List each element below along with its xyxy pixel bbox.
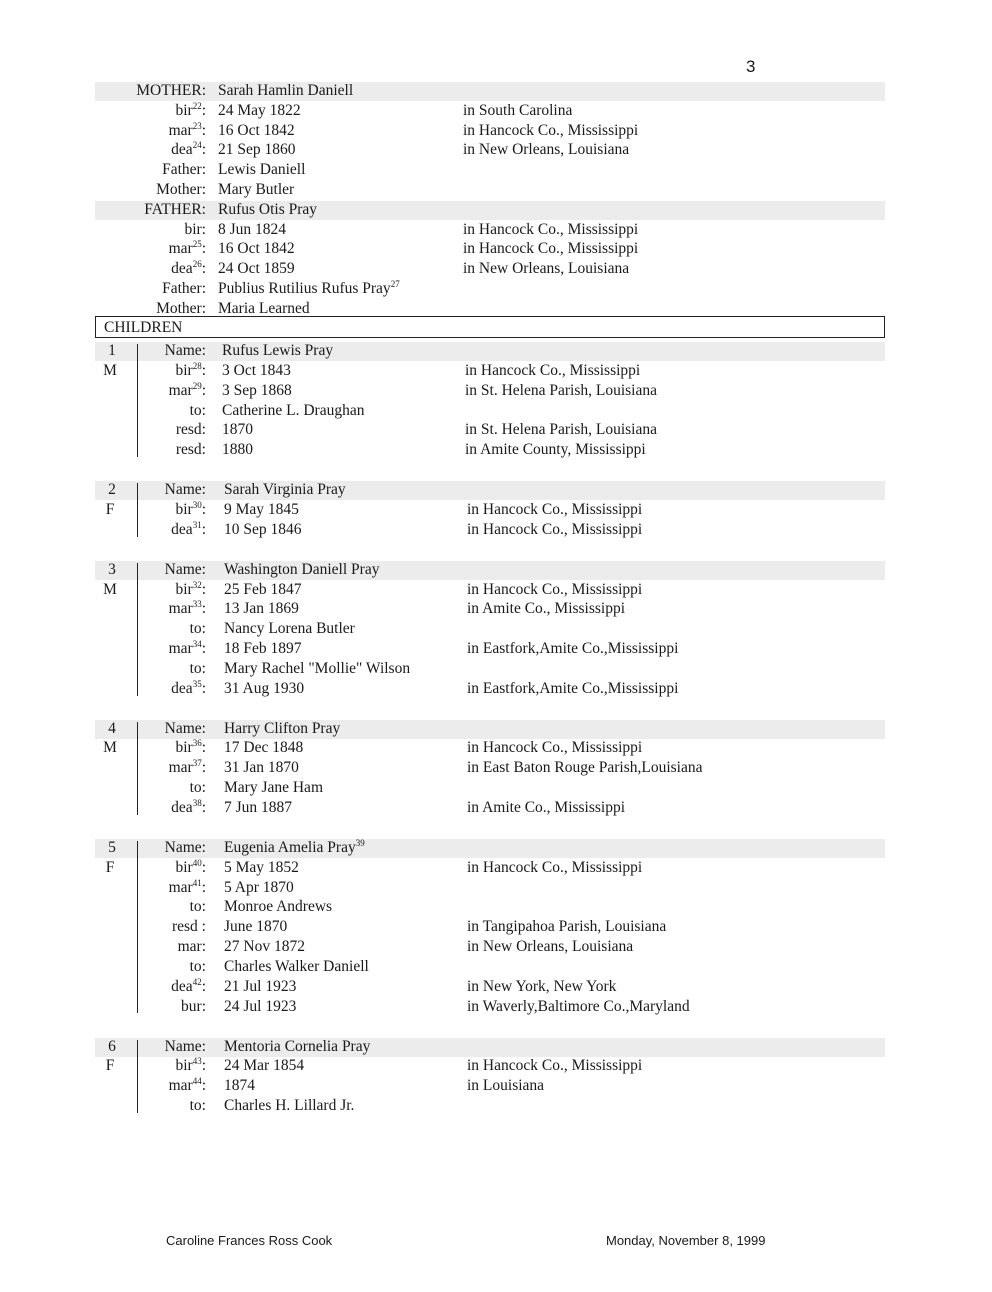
fact-label: mar$^{33}$:	[168, 599, 206, 618]
fact-row	[0, 599, 992, 619]
fact-label: dea$^{31}$:	[171, 519, 206, 538]
child-number: 6	[108, 1037, 116, 1055]
footnote-ref: 30	[192, 499, 202, 510]
footnote-ref: 37	[192, 758, 202, 769]
children-label: CHILDREN	[104, 319, 183, 336]
fact-value: 9 May 1845	[224, 500, 299, 518]
fact-row	[0, 997, 992, 1017]
fact-value: 3 Sep 1868	[222, 381, 292, 399]
fact-label: bir$^{40}$:	[175, 857, 206, 876]
fact-value: Sarah Hamlin Daniell	[218, 82, 354, 99]
fact-value: 1870	[222, 421, 253, 439]
fact-label: Name:	[164, 342, 206, 359]
fact-row	[0, 101, 992, 121]
fact-label: bir:	[184, 220, 206, 238]
fact-value: Catherine L. Draughan	[222, 401, 365, 419]
fact-row	[0, 381, 992, 401]
fact-value: 31 Jan 1870	[224, 759, 299, 777]
fact-value: Mary Jane Ham	[224, 779, 323, 797]
fact-row	[0, 758, 992, 778]
fact-value: Harry Clifton Pray	[224, 719, 341, 737]
child-name-row	[0, 838, 992, 858]
footnote-ref: 36	[192, 738, 202, 749]
fact-value: Lewis Daniell	[218, 161, 306, 179]
fact-place: in New York, New York	[467, 977, 617, 995]
fact-row	[0, 738, 992, 758]
fact-label: dea$^{26}$:	[171, 259, 206, 278]
fact-row	[0, 778, 992, 798]
fact-place: in Hancock Co., Mississippi	[467, 1057, 643, 1075]
fact-place: in New Orleans, Louisiana	[467, 938, 634, 956]
fact-place: in New Orleans, Louisiana	[463, 141, 630, 159]
fact-place: in Hancock Co., Mississippi	[463, 240, 639, 258]
child-number: 2	[108, 481, 116, 499]
fact-label: MOTHER:	[136, 82, 206, 99]
footnote-ref: 33	[192, 599, 202, 610]
fact-row	[0, 401, 992, 421]
fact-label: dea$^{38}$:	[171, 798, 206, 816]
fact-label: bir$^{22}$:	[175, 100, 206, 119]
fact-value: 24 Mar 1854	[224, 1057, 305, 1075]
fact-place: in Hancock Co., Mississippi	[463, 220, 639, 238]
fact-value: 7 Jun 1887	[224, 799, 293, 816]
fact-row	[0, 639, 992, 659]
footnote-ref: 25	[192, 239, 202, 250]
fact-value: Washington Daniell Pray	[224, 560, 380, 578]
footer-date: Monday, November 8, 1999	[606, 1233, 766, 1248]
fact-value: Monroe Andrews	[224, 898, 333, 916]
fact-value: Eugenia Amelia Pray$^{39}$	[224, 837, 365, 856]
child-name-row	[0, 1037, 992, 1057]
fact-value: 16 Oct 1842	[218, 121, 295, 139]
fact-value: 24 May 1822	[218, 101, 301, 119]
fact-row	[0, 1096, 992, 1116]
footnote-ref: 29	[192, 380, 202, 391]
footnote-ref: 44	[192, 1076, 202, 1087]
fact-row	[0, 420, 992, 440]
fact-value: Sarah Virginia Pray	[224, 481, 346, 499]
fact-value: 5 Apr 1870	[224, 878, 294, 896]
fact-label: to:	[189, 1097, 206, 1115]
footnote-ref: 24	[192, 140, 202, 151]
fact-label: to:	[189, 401, 206, 419]
fact-label: Name:	[164, 481, 206, 499]
footnote-ref: 41	[192, 877, 202, 888]
fact-row	[0, 1056, 992, 1076]
fact-row	[0, 220, 992, 240]
fact-label: to:	[189, 898, 206, 916]
fact-value: Rufus Lewis Pray	[222, 342, 334, 359]
fact-value: Mary Rachel "Mollie" Wilson	[224, 659, 411, 677]
fact-value: Maria Learned	[218, 299, 310, 317]
child-number: 4	[108, 719, 116, 737]
fact-label: Name:	[164, 719, 206, 737]
fact-value: 13 Jan 1869	[224, 600, 299, 618]
fact-place: in New Orleans, Louisiana	[463, 260, 630, 278]
fact-place: in Hancock Co., Mississippi	[467, 500, 643, 518]
page-number: 3	[746, 57, 756, 76]
fact-value: Nancy Lorena Butler	[224, 620, 355, 638]
fact-row	[0, 1076, 992, 1096]
fact-value: 1880	[222, 441, 253, 459]
fact-row	[0, 957, 992, 977]
fact-value: Publius Rutilius Rufus Pray$^{27}$	[218, 279, 400, 297]
fact-row	[0, 140, 992, 160]
fact-value: 3 Oct 1843	[222, 361, 291, 379]
parent-header-row	[0, 200, 992, 220]
fact-label: Name:	[164, 560, 206, 578]
child-number: 1	[108, 342, 116, 359]
footnote-ref: 26	[192, 259, 202, 270]
fact-label: resd:	[175, 441, 206, 459]
fact-place: in Hancock Co., Mississippi	[467, 739, 643, 757]
fact-label: resd :	[171, 918, 206, 936]
fact-place: in Amite Co., Mississippi	[467, 600, 626, 618]
footnote-ref: 28	[192, 360, 202, 371]
fact-label: bir$^{43}$:	[175, 1056, 206, 1075]
fact-place: in South Carolina	[463, 101, 573, 119]
fact-label: resd:	[175, 421, 206, 439]
fact-value: Charles Walker Daniell	[224, 957, 369, 975]
fact-value: 21 Sep 1860	[218, 141, 296, 159]
child-sex: M	[103, 739, 117, 757]
fact-label: to:	[189, 957, 206, 975]
child-sex: F	[105, 858, 115, 876]
fact-place: in East Baton Rouge Parish,Louisiana	[467, 759, 703, 777]
fact-value: 8 Jun 1824	[218, 220, 287, 238]
fact-row	[0, 619, 992, 639]
fact-row	[0, 659, 992, 679]
fact-value: 27 Nov 1872	[224, 938, 305, 956]
fact-place: in Louisiana	[467, 1077, 545, 1095]
fact-label: FATHER:	[144, 200, 206, 218]
fact-label: mar$^{34}$:	[168, 639, 206, 658]
footnote-ref: 35	[192, 678, 202, 689]
fact-row	[0, 679, 992, 699]
fact-label: mar$^{37}$:	[168, 758, 206, 777]
footnote-ref: 32	[192, 579, 202, 590]
fact-value: 24 Oct 1859	[218, 260, 295, 278]
fact-row	[0, 361, 992, 381]
fact-row	[0, 121, 992, 141]
fact-value: 10 Sep 1846	[224, 520, 302, 538]
fact-value: 17 Dec 1848	[224, 739, 304, 757]
footnote-ref: 40	[192, 857, 202, 868]
fact-place: in Amite County, Mississippi	[465, 441, 646, 459]
fact-label: Mother:	[156, 299, 206, 317]
fact-place: in Amite Co., Mississippi	[467, 799, 626, 816]
fact-row	[0, 977, 992, 997]
fact-label: Father:	[162, 161, 206, 179]
footnote-ref: 42	[192, 976, 202, 987]
fact-place: in Hancock Co., Mississippi	[467, 858, 643, 876]
footnote-ref: 22	[192, 100, 202, 111]
footnote-ref: 43	[192, 1056, 202, 1067]
fact-value: 18 Feb 1897	[224, 640, 302, 658]
fact-row	[0, 917, 992, 937]
fact-value: 31 Aug 1930	[224, 679, 305, 697]
fact-value: Rufus Otis Pray	[218, 200, 318, 218]
fact-value: 25 Feb 1847	[224, 580, 302, 598]
fact-label: mar:	[177, 938, 206, 956]
fact-value: 21 Jul 1923	[224, 977, 297, 995]
fact-row	[0, 580, 992, 600]
fact-value: 5 May 1852	[224, 858, 299, 876]
fact-label: bur:	[181, 997, 206, 1015]
fact-label: dea$^{35}$:	[171, 678, 206, 697]
fact-row	[0, 798, 992, 818]
fact-place: in St. Helena Parish, Louisiana	[465, 381, 657, 399]
fact-row	[0, 937, 992, 957]
fact-place: in Hancock Co., Mississippi	[467, 580, 643, 598]
fact-label: Mother:	[156, 181, 206, 198]
footnote-ref: 38	[192, 798, 202, 808]
fact-row	[0, 520, 992, 540]
child-name-row	[0, 341, 992, 361]
child-number: 5	[108, 838, 116, 856]
child-number: 3	[108, 560, 116, 578]
fact-label: bir$^{30}$:	[175, 499, 206, 518]
fact-value: Mentoria Cornelia Pray	[224, 1037, 371, 1055]
fact-value: 1874	[224, 1077, 255, 1095]
fact-row	[0, 440, 992, 460]
fact-row	[0, 279, 992, 299]
fact-value: Charles H. Lillard Jr.	[224, 1097, 355, 1115]
footer-author: Caroline Frances Ross Cook	[166, 1233, 333, 1248]
fact-place: in Hancock Co., Mississippi	[463, 121, 639, 139]
fact-label: to:	[189, 620, 206, 638]
footnote-ref: 39	[355, 837, 365, 848]
fact-place: in St. Helena Parish, Louisiana	[465, 421, 657, 439]
fact-row	[0, 160, 992, 180]
fact-value: June 1870	[224, 918, 288, 936]
child-sex: M	[103, 580, 117, 598]
child-sex: F	[105, 1057, 115, 1075]
child-name-row	[0, 560, 992, 580]
fact-place: in Waverly,Baltimore Co.,Maryland	[467, 997, 690, 1015]
fact-row	[0, 180, 992, 200]
child-sex: M	[103, 361, 117, 379]
fact-place: in Eastfork,Amite Co.,Mississippi	[467, 640, 679, 658]
children-header	[95, 316, 885, 338]
fact-row	[0, 878, 992, 898]
fact-place: in Eastfork,Amite Co.,Mississippi	[467, 679, 679, 697]
fact-row	[0, 239, 992, 259]
fact-value: Mary Butler	[218, 181, 295, 198]
fact-label: mar$^{25}$:	[168, 239, 206, 258]
fact-label: mar$^{29}$:	[168, 380, 206, 399]
fact-label: to:	[189, 659, 206, 677]
fact-label: mar$^{23}$:	[168, 120, 206, 139]
fact-value: 24 Jul 1923	[224, 997, 297, 1015]
fact-label: bir$^{28}$:	[175, 360, 206, 379]
fact-label: bir$^{32}$:	[175, 579, 206, 598]
fact-place: in Tangipahoa Parish, Louisiana	[467, 918, 667, 936]
fact-row	[0, 858, 992, 878]
fact-place: in Hancock Co., Mississippi	[465, 361, 641, 379]
fact-label: Name:	[164, 838, 206, 856]
footnote-ref: 27	[390, 279, 400, 289]
footnote-ref: 23	[192, 120, 202, 131]
fact-label: dea$^{24}$:	[171, 140, 206, 159]
child-name-row	[0, 719, 992, 739]
fact-label: to:	[189, 779, 206, 797]
fact-label: mar$^{41}$:	[168, 877, 206, 896]
parent-header-row	[0, 81, 992, 101]
child-name-row	[0, 480, 992, 500]
fact-label: mar$^{44}$:	[168, 1076, 206, 1095]
fact-value: 16 Oct 1842	[218, 240, 295, 258]
fact-row	[0, 897, 992, 917]
fact-label: Father:	[162, 280, 206, 297]
footnote-ref: 34	[192, 639, 202, 650]
fact-place: in Hancock Co., Mississippi	[467, 520, 643, 538]
fact-label: Name:	[164, 1037, 206, 1055]
fact-row	[0, 259, 992, 279]
fact-label: dea$^{42}$:	[171, 976, 206, 995]
fact-row	[0, 500, 992, 520]
fact-label: bir$^{36}$:	[175, 738, 206, 757]
child-sex: F	[105, 500, 115, 518]
footnote-ref: 31	[192, 519, 202, 530]
